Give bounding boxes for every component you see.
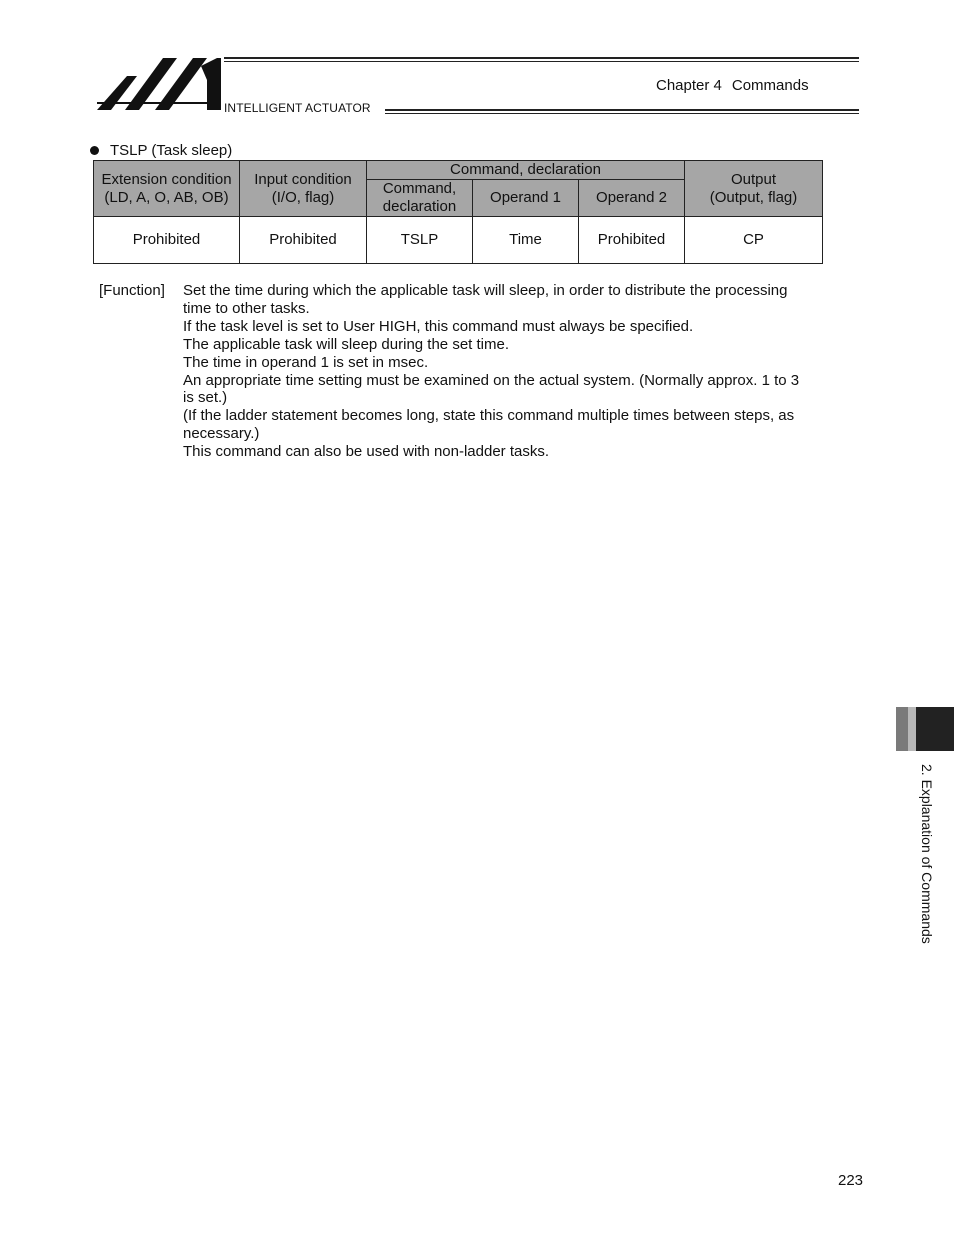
- chapter-label: Chapter 4: [656, 77, 722, 94]
- header-extension-condition: Extension condition (LD, A, O, AB, OB): [94, 161, 240, 217]
- function-line: (If the ladder statement becomes long, state this command multiple times between steps, as: [183, 407, 795, 425]
- cell-operand-2: Prohibited: [579, 217, 685, 264]
- header-rule-top: [224, 57, 859, 59]
- function-line: This command can also be used with non-ladder tasks.: [183, 443, 550, 461]
- table-row: [94, 217, 823, 264]
- cell-operand-1: Time: [473, 217, 579, 264]
- section-label: Commands: [731, 77, 809, 94]
- function-line: is set.): [183, 389, 228, 407]
- function-body: [183, 282, 829, 461]
- function-line: An appropriate time setting must be examined on the actual system. (Normally approx. 1 to 3: [183, 371, 800, 389]
- cell-extension: Prohibited: [94, 217, 240, 264]
- header-rule-bottom: [385, 109, 859, 111]
- chapter-tab-marker: [896, 707, 954, 751]
- cell-input: Prohibited: [240, 217, 367, 264]
- function-label: [Function]: [99, 282, 165, 299]
- header-command: Command, declaration: [367, 180, 473, 217]
- page-number: 223: [838, 1172, 864, 1189]
- side-section-label: 2. Explanation of Commands: [919, 764, 935, 944]
- function-line: Set the time during which the applicable task will sleep, in order to distribute the processing: [183, 282, 788, 299]
- function-line: The time in operand 1 is set in msec.: [183, 353, 429, 371]
- command-spec-table: [93, 160, 823, 264]
- function-line: time to other tasks.: [183, 299, 310, 317]
- function-line: The applicable task will sleep during the set time.: [183, 335, 510, 353]
- header-output: Output (Output, flag): [685, 161, 823, 217]
- command-title: [90, 142, 232, 159]
- header-rule-bottom-thin: [385, 113, 859, 114]
- header-rule-top-thin: [224, 61, 859, 62]
- cell-command: TSLP: [367, 217, 473, 264]
- header-command-group: Command, declaration: [367, 161, 685, 180]
- cell-output: CP: [685, 217, 823, 264]
- header-input-condition: Input condition (I/O, flag): [240, 161, 367, 217]
- header-operand-1: Operand 1: [473, 180, 579, 217]
- command-title-text: TSLP (Task sleep): [110, 142, 233, 159]
- function-line: If the task level is set to User HIGH, this command must always be specified.: [183, 317, 694, 335]
- iai-logo-icon: [97, 58, 221, 110]
- chapter-heading: [656, 77, 809, 94]
- header-operand-2: Operand 2: [579, 180, 685, 217]
- bullet-icon: [90, 146, 99, 155]
- function-line: necessary.): [183, 425, 260, 443]
- brand-name: INTELLIGENT ACTUATOR: [224, 101, 371, 115]
